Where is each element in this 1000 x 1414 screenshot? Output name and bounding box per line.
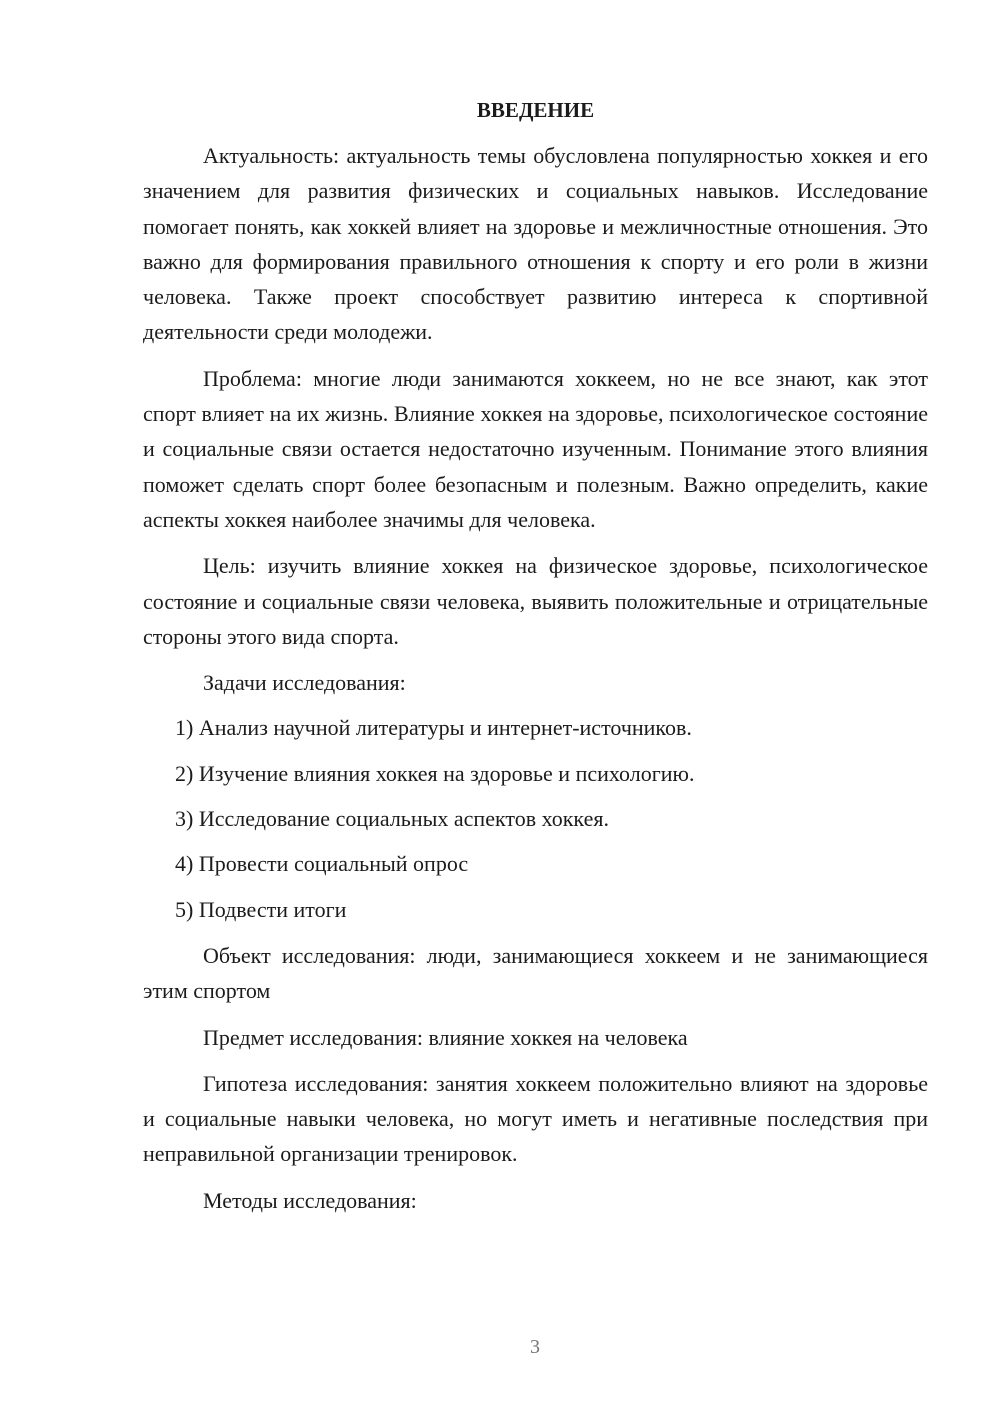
relevance-paragraph: Актуальность: актуальность темы обусловлена популярностью хоккея и его значением для развития физических и социальных навыков. Исследование помогает понять, как хоккей влияет на здоровье и межличностные отношения. Это важно для формирования правильного отношения к спорту и его роли в жизни человека. Также проект способствует развитию интереса к спортивной деятельности среди молодежи. [143,143,928,345]
tasks-list [143,710,928,926]
task-item: 3) Исследование социальных аспектов хоккея. [175,806,609,832]
hypothesis-paragraph: Гипотеза исследования: занятия хоккеем положительно влияют на здоровье и социальные навыки человека, но могут иметь и негативные последствия при неправильной организации тренировок. [143,1070,928,1167]
task-item: 5) Подвести итоги [175,896,347,922]
task-item: 2) Изучение влияния хоккея на здоровье и психологию. [175,760,695,786]
task-item: 1) Анализ научной литературы и интернет-источников. [175,715,692,741]
methods-heading: Методы исследования: [203,1187,417,1213]
tasks-heading: Задачи исследования: [203,670,406,696]
section-title: ВВЕДЕНИЕ [476,98,595,122]
task-item: 4) Провести социальный опрос [175,851,469,877]
problem-paragraph: Проблема: многие люди занимаются хоккеем, но не все знают, как этот спорт влияет на их жизнь. Влияние хоккея на здоровье, психологическое состояние и социальные связи остается недостаточно изученным. Понимание этого влияния поможет сделать спорт более безопасным и полезным. Важно определить, какие аспекты хоккея наиболее значимы для человека. [143,365,928,532]
goal-paragraph: Цель: изучить влияние хоккея на физическое здоровье, психологическое состояние и социальные связи человека, выявить положительные и отрицательные стороны этого вида спорта. [143,553,928,649]
page-content [143,92,928,1218]
subject-paragraph: Предмет исследования: влияние хоккея на человека [203,1024,688,1050]
page-number: 3 [530,1336,540,1358]
object-paragraph: Объект исследования: люди, занимающиеся хоккеем и не занимающиеся этим спортом [143,942,928,1004]
